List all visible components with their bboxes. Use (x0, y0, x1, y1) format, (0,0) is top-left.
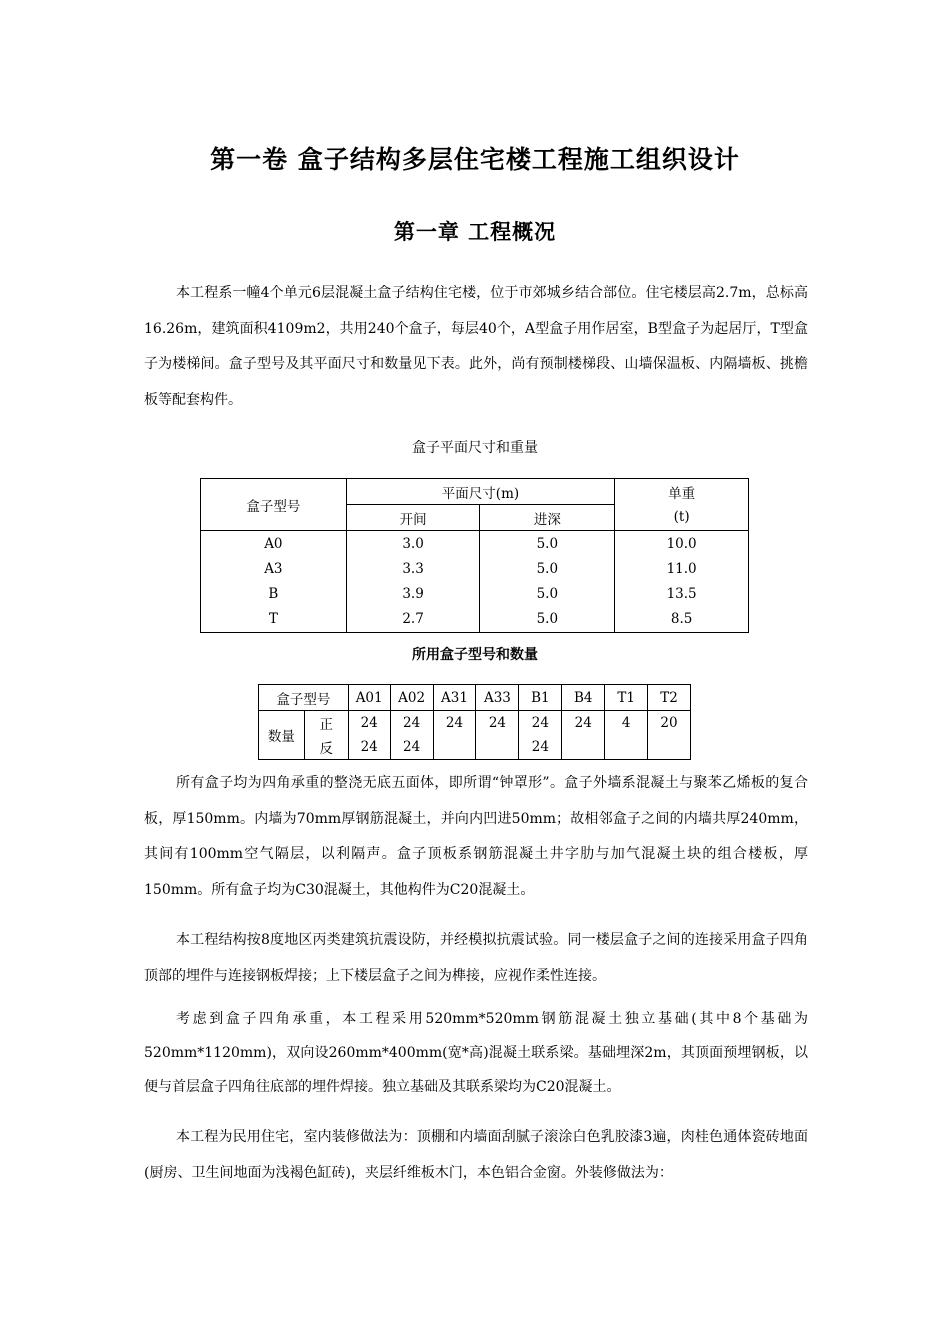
table-cell: 10.0 (666, 536, 697, 552)
front-label: 正 (304, 711, 348, 736)
table-cell: A0 (264, 536, 283, 552)
table-cell: B4 (562, 685, 605, 711)
table-cell: A33 (476, 685, 519, 711)
paragraph-box-structure: 所有盒子均为四角承重的整浇无底五面体，即所谓“钟罩形”。盒子外墙系混凝土与聚苯乙烯板的复合板，厚150mm。内墙为70mm厚钢筋混凝土，并向内凹进50mm；故相邻盒子之间的内墙共厚240mm，其间有100mm空气隔层，以利隔声。盒子顶板系钢筋混凝土井字肋与加气混凝土块的组合楼板，厚150mm。所有盒子均为C30混凝土，其他构件为C20混凝土。 (144, 775, 808, 898)
table-cell: 5.0 (536, 536, 559, 552)
table-cell: 3.9 (402, 586, 424, 602)
paragraph-decoration: 本工程为民用住宅，室内装修做法为：顶棚和内墙面刮腻子滚涂白色乳胶漆3遍，肉桂色通体瓷砖地面(厨房、卫生间地面为浅褐色缸砖)，夹层纤维板木门，本色铝合金窗。外装修做法为： (144, 1129, 808, 1181)
count-label: 数量 (259, 711, 305, 760)
header-weight-1: 单重 (615, 479, 749, 505)
type-column (201, 531, 347, 633)
table-cell: 2.7 (402, 611, 424, 627)
table-cell: 24 (433, 711, 476, 736)
table-cell: 11.0 (666, 561, 697, 577)
table-cell: 5.0 (536, 561, 559, 577)
box-size-weight-table (200, 478, 749, 633)
depth-column (480, 531, 615, 633)
box-type-quantity-table (258, 684, 691, 760)
table-body-row (201, 531, 749, 633)
table-cell: T2 (648, 685, 691, 711)
paragraph-foundation: 考虑到盒子四角承重，本工程采用520mm*520mm钢筋混凝土独立基础(其中8个基础为520mm*1120mm)，双向设260mm*400mm(宽*高)混凝土联系梁。基础埋深2m，其顶面预埋钢板，以便与首层盒子四角往底部的埋件焊接。独立基础及其联系梁均为C20混凝土。 (144, 1011, 808, 1095)
table-cell: 24 (348, 711, 390, 736)
table-cell: 5.0 (536, 611, 559, 627)
table-row-back (259, 735, 691, 760)
table-cell: 24 (390, 735, 433, 760)
table-cell: T1 (605, 685, 648, 711)
header-type: 盒子型号 (201, 479, 347, 531)
header-weight-2: (t) (615, 505, 749, 531)
table-cell: A02 (390, 685, 433, 711)
table-cell (562, 735, 605, 760)
header-type: 盒子型号 (259, 685, 349, 711)
table-cell: T (268, 611, 278, 627)
header-width: 开间 (346, 505, 480, 531)
table-cell: 4 (605, 711, 648, 736)
weight-column (615, 531, 749, 633)
table-cell (433, 735, 476, 760)
table-cell: 3.3 (402, 561, 424, 577)
table-cell: B (268, 586, 279, 602)
table-cell: 5.0 (536, 586, 559, 602)
table1-caption: 盒子平面尺寸和重量 (412, 440, 538, 456)
table-cell (605, 735, 648, 760)
header-depth: 进深 (480, 505, 615, 531)
width-column (346, 531, 480, 633)
table-cell: 24 (519, 735, 562, 760)
paragraph-overview: 本工程系一幢4个单元6层混凝土盒子结构住宅楼，位于市郊城乡结合部位。住宅楼层高2.7m，总标高16.26m，建筑面积4109m2，共用240个盒子，每层40个，A型盒子用作居室，B型盒子为起居厅，T型盒子为楼梯间。盒子型号及其平面尺寸和数量见下表。此外，尚有预制楼梯段、山墙保温板、内隔墙板、挑檐板等配套构件。 (144, 285, 808, 408)
table-cell (476, 735, 519, 760)
table-cell: 20 (648, 711, 691, 736)
table-header-row (201, 479, 749, 505)
table-cell (648, 735, 691, 760)
chapter-title: 第一章 工程概况 (393, 220, 557, 244)
back-label: 反 (304, 735, 348, 760)
table-cell: 24 (562, 711, 605, 736)
table-cell: 8.5 (670, 611, 693, 627)
header-size: 平面尺寸(m) (346, 479, 615, 505)
table-row-front (259, 711, 691, 736)
paragraph-seismic: 本工程结构按8度地区丙类建筑抗震设防，并经模拟抗震试验。同一楼层盒子之间的连接采用盒子四角顶部的埋件与连接钢板焊接；上下楼层盒子之间为榫接，应视作柔性连接。 (144, 932, 808, 984)
table-cell: A3 (264, 561, 283, 577)
table-header-row (259, 685, 691, 711)
table-cell: 24 (519, 711, 562, 736)
table-cell: 24 (390, 711, 433, 736)
table-cell: A31 (433, 685, 476, 711)
table-cell: 13.5 (666, 586, 697, 602)
table-cell: B1 (519, 685, 562, 711)
table-cell: 24 (348, 735, 390, 760)
table2-caption: 所用盒子型号和数量 (412, 647, 538, 663)
volume-title: 第一卷 盒子结构多层住宅楼工程施工组织设计 (210, 145, 740, 174)
table-cell: 3.0 (402, 536, 424, 552)
table-cell: A01 (348, 685, 390, 711)
table-cell: 24 (476, 711, 519, 736)
